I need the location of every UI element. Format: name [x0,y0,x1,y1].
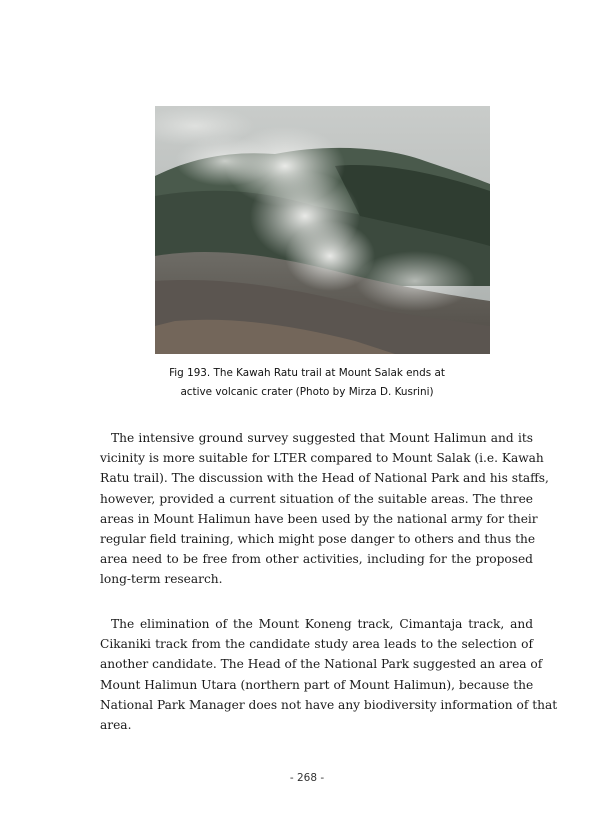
figure-caption [100,364,514,402]
paragraph-line: long-term research. [100,572,223,587]
paragraph-2 [100,614,558,735]
paragraph-line: National Park Manager does not have any biodiversity information of that [100,697,558,712]
paragraph-line: The intensive ground survey suggested that Mount Halimun and its [111,431,533,445]
paragraph-line: The elimination of the Mount Koneng track, Cimantaja track, and [111,617,533,631]
caption-line: active volcanic crater (Photo by Mirza D. Kusrini) [180,386,434,398]
paragraph-line: area. [100,718,132,733]
paragraph-line: regular field training, which might pose danger to others and thus the [100,532,536,547]
paragraph-line: areas in Mount Halimun have been used by the national army for their [100,511,538,526]
paragraph-1 [100,428,549,590]
paragraph-line: Ratu trail). The discussion with the Head of National Park and his staffs, [100,471,549,486]
paragraph-line: Cikaniki track from the candidate study area leads to the selection of [100,637,533,652]
caption-line: Fig 193. The Kawah Ratu trail at Mount Salak ends at [169,367,445,379]
crater-photo [155,106,490,354]
paragraph-line: however, provided a current situation of the suitable areas. The three [100,491,533,506]
paragraph-line: another candidate. The Head of the National Park suggested an area of [100,657,543,672]
paragraph-line: area need to be free from other activities, including for the proposed [100,552,533,567]
page-number: - 268 - [289,772,325,784]
paragraph-line: vicinity is more suitable for LTER compared to Mount Salak (i.e. Kawah [100,451,544,466]
paragraph-line: Mount Halimun Utara (northern part of Mount Halimun), because the [100,677,534,692]
volcanic-crater-image [155,106,490,354]
